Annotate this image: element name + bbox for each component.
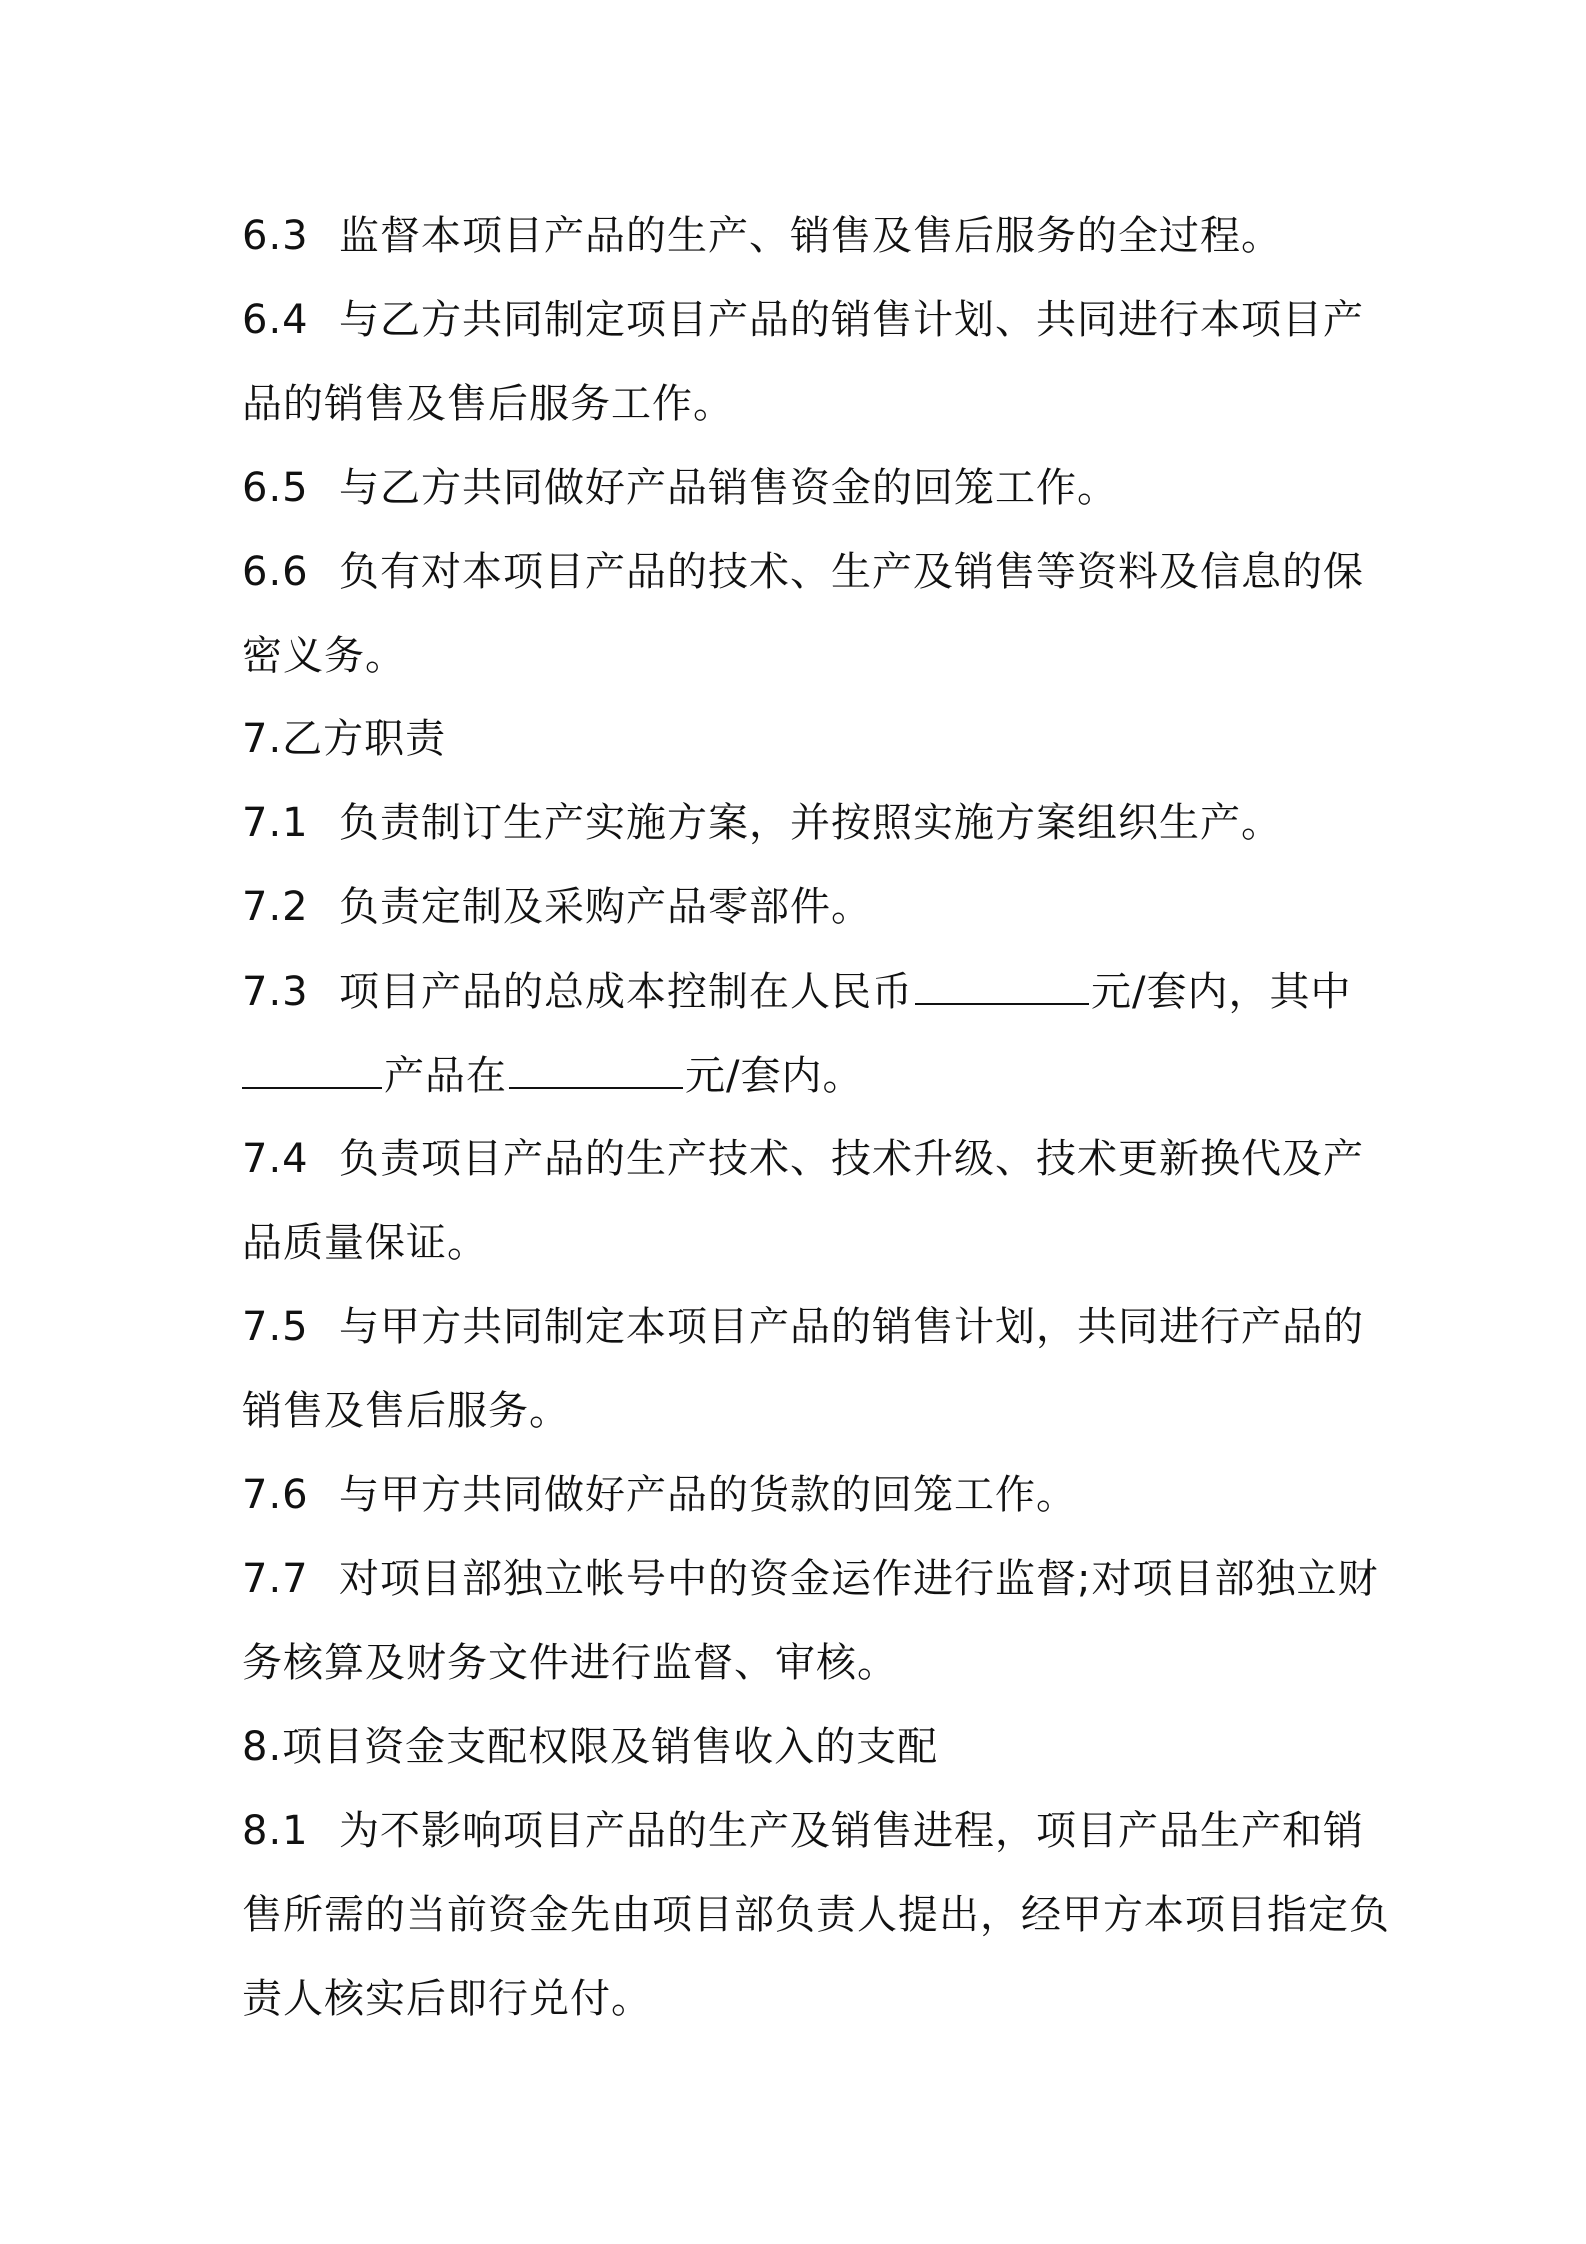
clause-text: 责人核实后即行兑付。 <box>242 1976 652 2022</box>
clause-text: 务核算及财务文件进行监督、审核。 <box>242 1640 898 1686</box>
clause-7-2 <box>242 879 1362 935</box>
clause-number: 7.2 <box>242 884 309 930</box>
clause-text: 密义务。 <box>242 633 406 679</box>
clause-7-5-continued <box>242 1383 1362 1439</box>
clause-text: 与甲方共同制定本项目产品的销售计划，共同进行产品的 <box>339 1304 1364 1350</box>
clause-text: 负有对本项目产品的技术、生产及销售等资料及信息的保 <box>339 549 1364 595</box>
clause-6-6 <box>242 544 1362 600</box>
clause-text: 元/套内。 <box>685 1053 864 1099</box>
fill-in-blank <box>242 1047 382 1089</box>
fill-in-blank <box>915 963 1089 1005</box>
clause-number: 7.7 <box>242 1556 309 1602</box>
clause-7-3 <box>242 963 1362 1020</box>
clause-text: 售所需的当前资金先由项目部负责人提出，经甲方本项目指定负 <box>242 1892 1390 1938</box>
clause-number: 6.6 <box>242 549 309 595</box>
clause-number: 6.4 <box>242 297 309 343</box>
clause-number: 6.5 <box>242 465 309 511</box>
clause-6-4-continued <box>242 376 1362 432</box>
clause-7-3-continued <box>242 1047 1362 1104</box>
clause-number: 8.1 <box>242 1808 309 1854</box>
clause-text: 品的销售及售后服务工作。 <box>242 381 734 427</box>
clause-text: 与乙方共同做好产品销售资金的回笼工作。 <box>339 465 1118 511</box>
clause-text: 监督本项目产品的生产、销售及售后服务的全过程。 <box>339 213 1282 259</box>
clause-8-1-continued <box>242 1887 1390 1943</box>
clause-6-6-continued <box>242 628 1362 684</box>
section-heading-7 <box>242 711 1362 767</box>
clause-number: 7.1 <box>242 800 309 846</box>
section-heading: 7.乙方职责 <box>242 716 447 762</box>
section-heading: 8.项目资金支配权限及销售收入的支配 <box>242 1724 939 1770</box>
clause-6-5 <box>242 460 1362 516</box>
clause-text: 项目产品的总成本控制在人民币 <box>339 969 913 1015</box>
clause-8-1 <box>242 1803 1362 1859</box>
clause-text: 与乙方共同制定项目产品的销售计划、共同进行本项目产 <box>339 297 1364 343</box>
clause-text: 为不影响项目产品的生产及销售进程，项目产品生产和销 <box>339 1808 1364 1854</box>
clause-text: 负责项目产品的生产技术、技术升级、技术更新换代及产 <box>339 1136 1364 1182</box>
clause-7-1 <box>242 795 1362 851</box>
clause-text: 负责定制及采购产品零部件。 <box>339 884 872 930</box>
clause-8-1-continued-2 <box>242 1971 1362 2027</box>
clause-number: 6.3 <box>242 213 309 259</box>
clause-text: 元/套内，其中 <box>1091 969 1352 1015</box>
clause-number: 7.5 <box>242 1304 309 1350</box>
clause-text: 与甲方共同做好产品的货款的回笼工作。 <box>339 1472 1077 1518</box>
clause-7-5 <box>242 1299 1362 1355</box>
fill-in-blank <box>509 1047 683 1089</box>
clause-7-6 <box>242 1467 1362 1523</box>
clause-6-3 <box>242 208 1362 264</box>
clause-6-4 <box>242 292 1362 348</box>
clause-text: 负责制订生产实施方案，并按照实施方案组织生产。 <box>339 800 1282 846</box>
clause-number: 7.4 <box>242 1136 309 1182</box>
clause-text: 对项目部独立帐号中的资金运作进行监督;对项目部独立财 <box>339 1556 1379 1602</box>
clause-7-7-continued <box>242 1635 1362 1691</box>
clause-text: 产品在 <box>384 1053 507 1099</box>
clause-7-7 <box>242 1551 1379 1607</box>
clause-text: 品质量保证。 <box>242 1220 488 1266</box>
clause-text: 销售及售后服务。 <box>242 1388 570 1434</box>
clause-number: 7.6 <box>242 1472 309 1518</box>
clause-7-4 <box>242 1131 1362 1187</box>
section-heading-8 <box>242 1719 1362 1775</box>
clause-number: 7.3 <box>242 969 309 1015</box>
clause-7-4-continued <box>242 1215 1362 1271</box>
